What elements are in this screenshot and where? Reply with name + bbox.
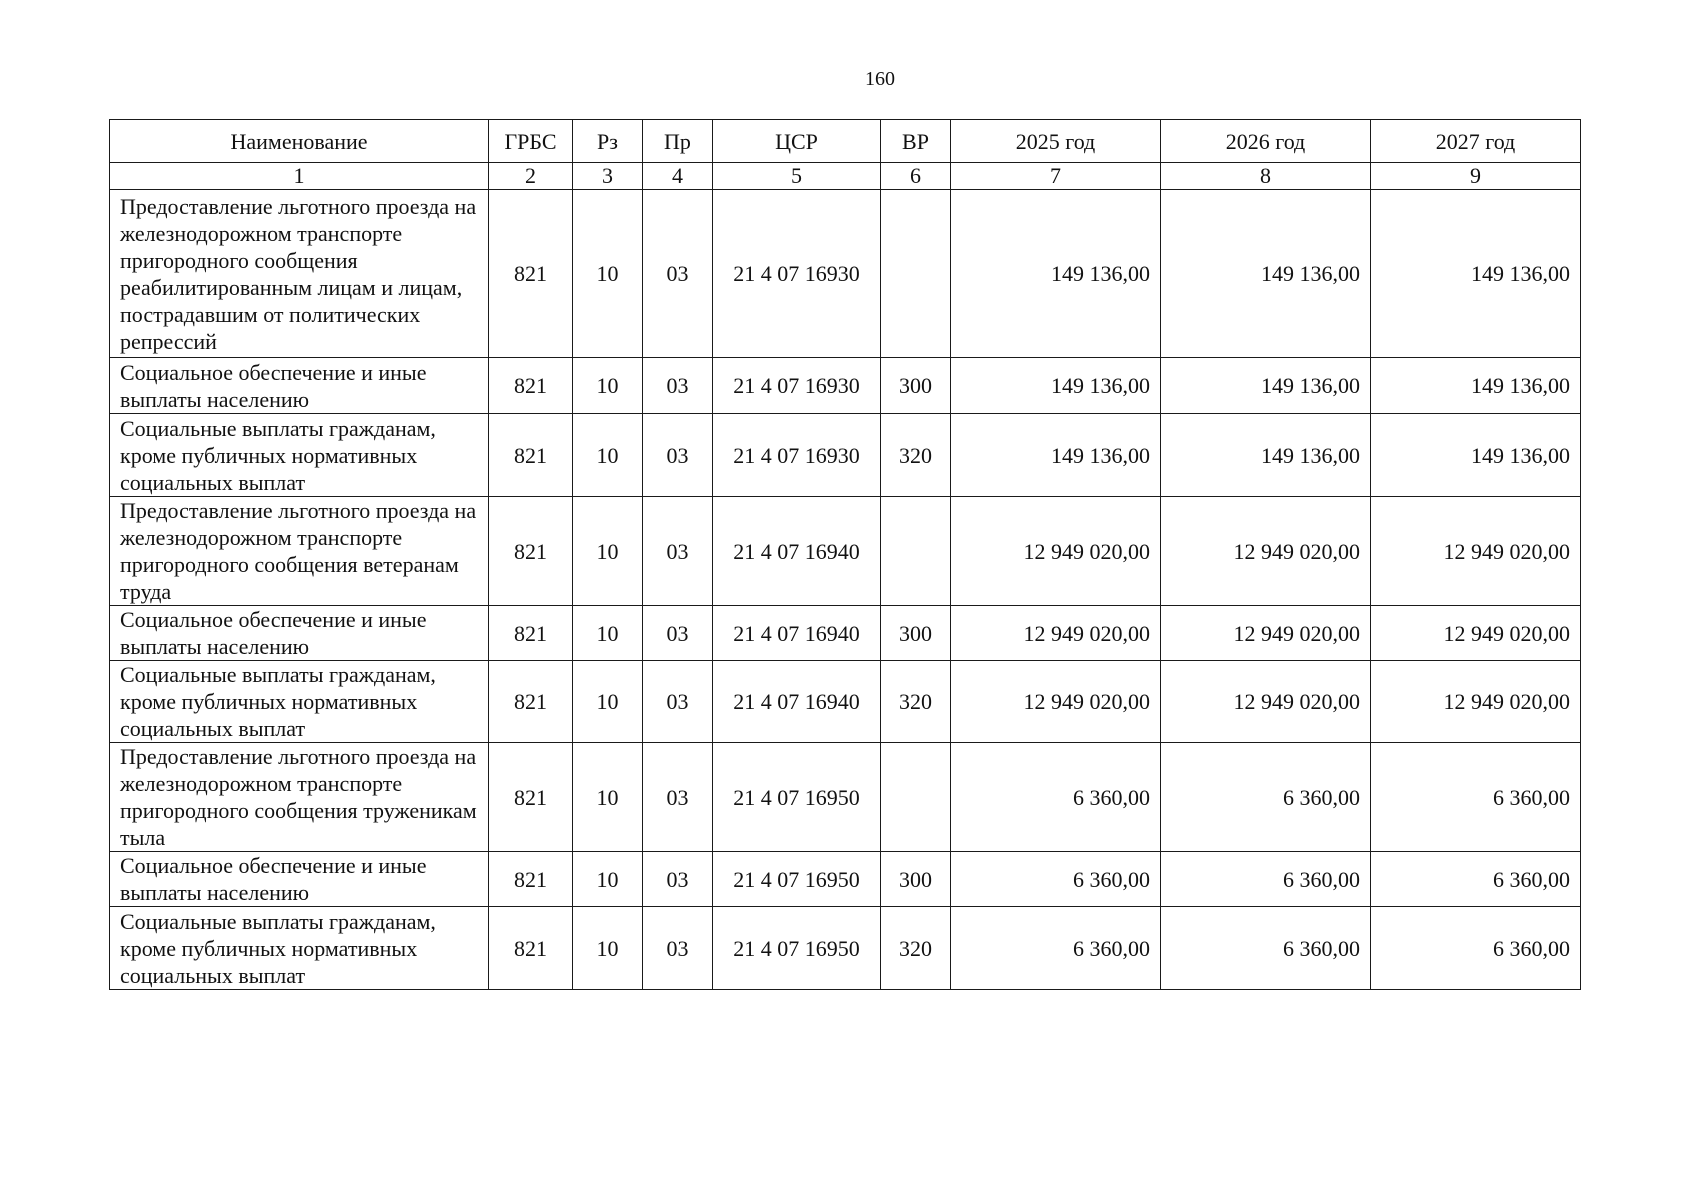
- page-number: 160: [865, 68, 895, 90]
- row-amount-2026: 6 360,00: [1161, 743, 1371, 852]
- column-number: 1: [110, 163, 489, 190]
- header-row: [110, 120, 1581, 163]
- row-csr: 21 4 07 16940: [713, 497, 881, 606]
- row-amount-2025: 12 949 020,00: [951, 606, 1161, 661]
- row-pr: 03: [643, 606, 713, 661]
- row-pr: 03: [643, 414, 713, 497]
- row-csr: 21 4 07 16950: [713, 852, 881, 907]
- header-2027: 2027 год: [1371, 120, 1581, 163]
- table-row: [110, 852, 1581, 907]
- budget-table: [109, 119, 1581, 990]
- row-name: Социальное обеспечение и иные выплаты населению: [110, 606, 489, 661]
- row-vr: [881, 190, 951, 358]
- row-amount-2026: 12 949 020,00: [1161, 661, 1371, 743]
- row-amount-2027: 12 949 020,00: [1371, 497, 1581, 606]
- row-name: Социальные выплаты гражданам, кроме публичных нормативных социальных выплат: [110, 414, 489, 497]
- row-csr: 21 4 07 16940: [713, 661, 881, 743]
- row-amount-2027: 149 136,00: [1371, 414, 1581, 497]
- row-grbs: 821: [489, 606, 573, 661]
- row-amount-2026: 149 136,00: [1161, 190, 1371, 358]
- row-amount-2025: 6 360,00: [951, 743, 1161, 852]
- row-amount-2027: 12 949 020,00: [1371, 661, 1581, 743]
- table-row: [110, 743, 1581, 852]
- row-rz: 10: [573, 414, 643, 497]
- table-row: [110, 497, 1581, 606]
- row-amount-2025: 12 949 020,00: [951, 497, 1161, 606]
- column-number: 5: [713, 163, 881, 190]
- row-grbs: 821: [489, 358, 573, 414]
- header-csr: ЦСР: [713, 120, 881, 163]
- row-rz: 10: [573, 358, 643, 414]
- table-row: [110, 414, 1581, 497]
- row-amount-2025: 6 360,00: [951, 907, 1161, 990]
- row-rz: 10: [573, 606, 643, 661]
- row-pr: 03: [643, 497, 713, 606]
- header-rz: Рз: [573, 120, 643, 163]
- row-amount-2027: 149 136,00: [1371, 358, 1581, 414]
- header-2025: 2025 год: [951, 120, 1161, 163]
- row-amount-2027: 6 360,00: [1371, 852, 1581, 907]
- row-name: Социальные выплаты гражданам, кроме публичных нормативных социальных выплат: [110, 661, 489, 743]
- row-pr: 03: [643, 358, 713, 414]
- row-amount-2026: 149 136,00: [1161, 414, 1371, 497]
- row-vr: [881, 497, 951, 606]
- row-vr: 300: [881, 606, 951, 661]
- row-name: Предоставление льготного проезда на железнодорожном транспорте пригородного сообщения труженикам тыла: [110, 743, 489, 852]
- column-number: 7: [951, 163, 1161, 190]
- column-number: 6: [881, 163, 951, 190]
- row-vr: [881, 743, 951, 852]
- row-grbs: 821: [489, 907, 573, 990]
- row-amount-2027: 149 136,00: [1371, 190, 1581, 358]
- table-row: [110, 661, 1581, 743]
- row-pr: 03: [643, 907, 713, 990]
- column-number: 4: [643, 163, 713, 190]
- row-rz: 10: [573, 852, 643, 907]
- header-vr: ВР: [881, 120, 951, 163]
- row-amount-2026: 6 360,00: [1161, 852, 1371, 907]
- row-vr: 320: [881, 414, 951, 497]
- column-number: 8: [1161, 163, 1371, 190]
- row-amount-2026: 12 949 020,00: [1161, 606, 1371, 661]
- header-grbs: ГРБС: [489, 120, 573, 163]
- column-number-row: [110, 163, 1581, 190]
- table-row: [110, 190, 1581, 358]
- row-grbs: 821: [489, 743, 573, 852]
- row-grbs: 821: [489, 852, 573, 907]
- row-grbs: 821: [489, 190, 573, 358]
- column-number: 9: [1371, 163, 1581, 190]
- row-amount-2026: 12 949 020,00: [1161, 497, 1371, 606]
- row-rz: 10: [573, 661, 643, 743]
- row-name: Социальное обеспечение и иные выплаты населению: [110, 852, 489, 907]
- row-vr: 320: [881, 907, 951, 990]
- row-vr: 300: [881, 358, 951, 414]
- row-vr: 320: [881, 661, 951, 743]
- table-row: [110, 606, 1581, 661]
- row-csr: 21 4 07 16930: [713, 190, 881, 358]
- row-pr: 03: [643, 852, 713, 907]
- row-pr: 03: [643, 190, 713, 358]
- row-name: Предоставление льготного проезда на железнодорожном транспорте пригородного сообщения ветеранам труда: [110, 497, 489, 606]
- row-csr: 21 4 07 16930: [713, 358, 881, 414]
- table-row: [110, 358, 1581, 414]
- row-amount-2027: 6 360,00: [1371, 907, 1581, 990]
- row-name: Социальное обеспечение и иные выплаты населению: [110, 358, 489, 414]
- column-number: 2: [489, 163, 573, 190]
- row-amount-2025: 149 136,00: [951, 358, 1161, 414]
- row-amount-2027: 6 360,00: [1371, 743, 1581, 852]
- row-amount-2025: 6 360,00: [951, 852, 1161, 907]
- row-amount-2025: 149 136,00: [951, 190, 1161, 358]
- header-name: Наименование: [110, 120, 489, 163]
- row-amount-2026: 6 360,00: [1161, 907, 1371, 990]
- row-csr: 21 4 07 16930: [713, 414, 881, 497]
- row-name: Социальные выплаты гражданам, кроме публичных нормативных социальных выплат: [110, 907, 489, 990]
- row-rz: 10: [573, 497, 643, 606]
- row-grbs: 821: [489, 497, 573, 606]
- row-amount-2025: 149 136,00: [951, 414, 1161, 497]
- row-grbs: 821: [489, 661, 573, 743]
- header-2026: 2026 год: [1161, 120, 1371, 163]
- row-rz: 10: [573, 190, 643, 358]
- row-csr: 21 4 07 16950: [713, 743, 881, 852]
- header-pr: Пр: [643, 120, 713, 163]
- row-pr: 03: [643, 661, 713, 743]
- row-pr: 03: [643, 743, 713, 852]
- row-name: Предоставление льготного проезда на железнодорожном транспорте пригородного сообщения реабилитированным лицам и лицам, пострадавшим от политических репрессий: [110, 190, 489, 358]
- row-vr: 300: [881, 852, 951, 907]
- column-number: 3: [573, 163, 643, 190]
- table-row: [110, 907, 1581, 990]
- row-csr: 21 4 07 16950: [713, 907, 881, 990]
- row-rz: 10: [573, 907, 643, 990]
- row-grbs: 821: [489, 414, 573, 497]
- row-amount-2027: 12 949 020,00: [1371, 606, 1581, 661]
- row-csr: 21 4 07 16940: [713, 606, 881, 661]
- row-rz: 10: [573, 743, 643, 852]
- row-amount-2026: 149 136,00: [1161, 358, 1371, 414]
- row-amount-2025: 12 949 020,00: [951, 661, 1161, 743]
